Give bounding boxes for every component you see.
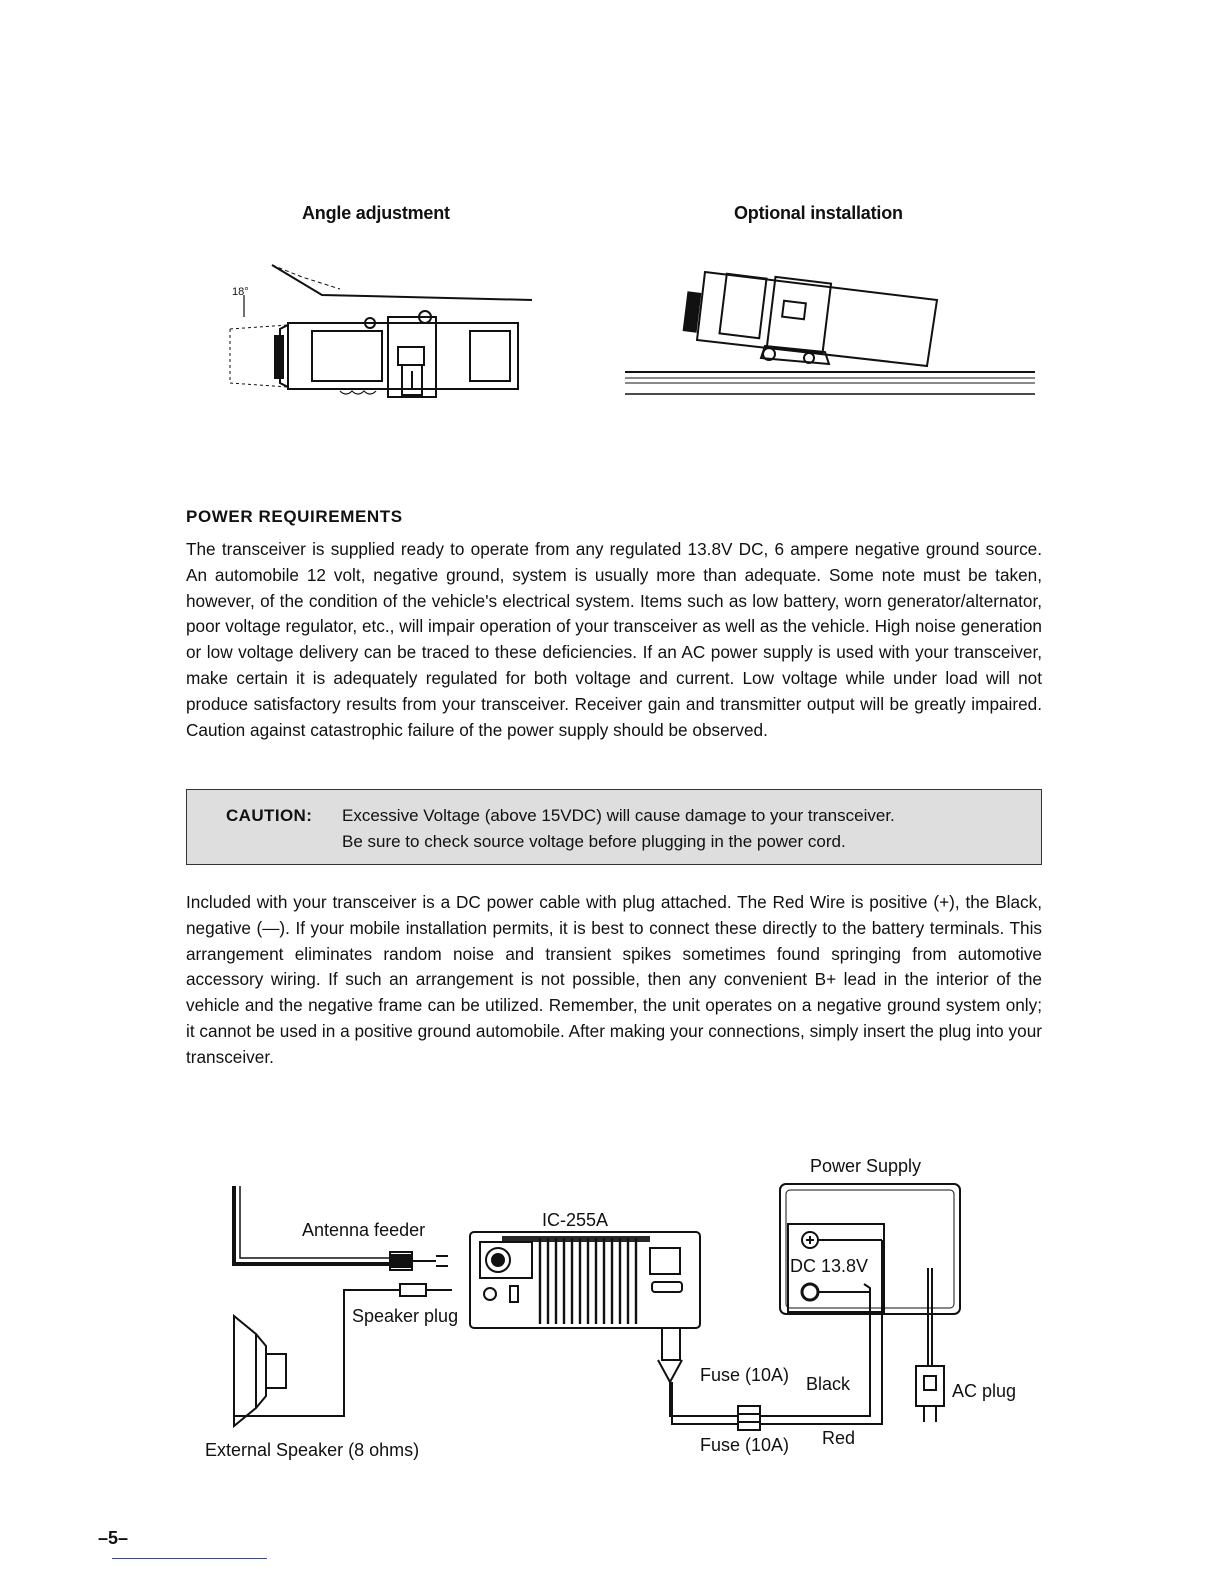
optional-installation-title: Optional installation	[734, 203, 903, 223]
ac-plug-label: AC plug	[952, 1381, 1017, 1401]
angle-degree-label: 18°	[232, 286, 249, 298]
power-requirements-paragraph: The transceiver is supplied ready to operate from any regulated 13.8V DC, 6 ampere negative ground source. An automobile 12 volt, negative ground, system is usually more than adequate. Some note must be taken, however, of the condition of the vehicle's electrical system. Items such as low battery, worn generator/alternator, poor voltage regulator, etc., will impair operation of your transceiver as well as the vehicle. High noise generation or low voltage delivery can be traced to these deficiencies. If an AC power supply is used with your transceiver, make certain it is adequately regulated for both voltage and current. Low voltage while under load will not produce satisfactory results from your transceiver. Receiver gain and transmitter output will be greatly impaired. Caution against catastrophic failure of the power supply should be observed.	[186, 539, 1042, 740]
angle-adjustment-title: Angle adjustment	[302, 203, 450, 223]
dc-voltage-label: DC 13.8V	[790, 1256, 869, 1276]
red-wire-label: Red	[822, 1428, 856, 1448]
footer-rule	[112, 1558, 267, 1559]
caution-label: CAUTION:	[226, 806, 313, 825]
caution-line-2: Be sure to check source voltage before plugging in the power cord.	[342, 832, 846, 851]
speaker-plug-label: Speaker plug	[352, 1306, 459, 1326]
fuse-red-label: Fuse (10A)	[700, 1435, 790, 1455]
black-wire-label: Black	[806, 1374, 851, 1394]
angle-adjustment-illustration	[210, 255, 540, 405]
caution-line-1: Excessive Voltage (above 15VDC) will cause damage to your transceiver.	[342, 806, 895, 825]
model-label: IC-255A	[542, 1210, 609, 1230]
page-number: –5–	[98, 1528, 129, 1548]
external-speaker-label: External Speaker (8 ohms)	[205, 1440, 420, 1460]
fuse-black-label: Fuse (10A)	[700, 1365, 790, 1385]
dc-cable-paragraph: Included with your transceiver is a DC power cable with plug attached. The Red Wire is positive (+), the Black, negative (—). If your mobile installation permits, it is best to connect these directly to the battery terminals. This arrangement eliminates random noise and transient spikes sometimes found springing from automotive accessory wiring. If such an arrangement is not possible, then any convenient B+ lead in the interior of the vehicle and the negative frame can be utilized. Remember, the unit operates on a negative ground system only; it cannot be used in a positive ground automobile. After making your connections, simply insert the plug into your transceiver.	[186, 892, 1042, 1067]
optional-installation-illustration	[625, 262, 1037, 398]
antenna-feeder-label: Antenna feeder	[302, 1220, 426, 1240]
caution-box	[186, 789, 1042, 865]
power-requirements-heading: POWER REQUIREMENTS	[186, 507, 403, 526]
power-supply-label: Power Supply	[810, 1156, 922, 1176]
